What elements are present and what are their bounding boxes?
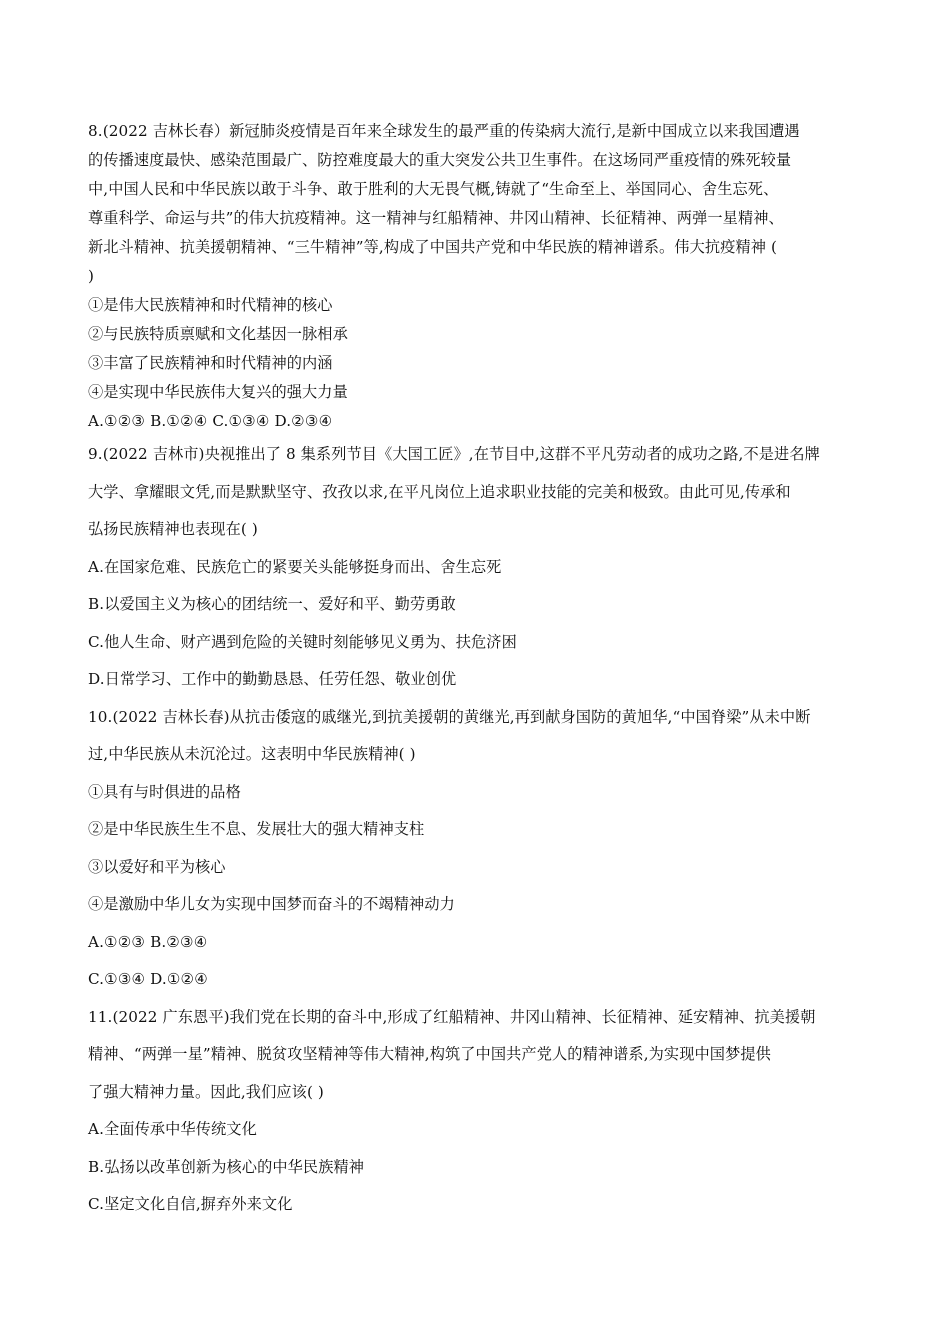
question-9-stem [88, 436, 864, 549]
stem-line: 11.(2022 广东恩平)我们党在长期的奋斗中,形成了红船精神、井冈山精神、长征精神、延安精神、抗美援朝 [88, 1007, 816, 1026]
question-10 [88, 699, 864, 999]
stem-line: 中,中国人民和中华民族以敢于斗争、敢于胜利的大无畏气概,铸就了“生命至上、举国同心、舍生忘死、 [88, 180, 779, 198]
statement-item: ①是伟大民族精神和时代精神的核心 [88, 296, 333, 314]
option-item: A.在国家危难、民族危亡的紧要关头能够挺身而出、舍生忘死 [88, 557, 502, 576]
document-page [88, 117, 864, 1224]
question-11 [88, 999, 864, 1224]
statement-item: ②与民族特质禀赋和文化基因一脉相承 [88, 325, 348, 343]
question-8-statements [88, 291, 864, 407]
statement-item: ①具有与时俱进的品格 [88, 782, 241, 801]
statement-item: ③以爱好和平为核心 [88, 857, 226, 876]
stem-line: 了强大精神力量。因此,我们应该( ) [88, 1082, 324, 1101]
option-item: A.①②③ B.②③④ [88, 932, 208, 951]
option-item: B.以爱国主义为核心的团结统一、爱好和平、勤劳勇敢 [88, 595, 456, 613]
option-item: D.日常学习、工作中的勤勤恳恳、任劳任怨、敬业创优 [88, 670, 457, 688]
question-10-stem [88, 699, 864, 774]
stem-line: 9.(2022 吉林市)央视推出了 8 集系列节目《大国工匠》,在节目中,这群不平凡劳动者的成功之路,不是进名牌 [88, 445, 820, 463]
statement-item: ④是实现中华民族伟大复兴的强大力量 [88, 383, 348, 401]
stem-line: 8.(2022 吉林长春）新冠肺炎疫情是百年来全球发生的最严重的传染病大流行,是新中国成立以来我国遭遇 [88, 122, 800, 140]
question-8-stem [88, 117, 864, 291]
option-item: C.①③④ D.①②④ [88, 970, 208, 988]
question-9 [88, 436, 864, 699]
question-10-statements [88, 774, 864, 924]
stem-line: ) [88, 267, 95, 285]
stem-line: 过,中华民族从未沉沦过。这表明中华民族精神( ) [88, 745, 416, 763]
stem-line: 的传播速度最快、感染范围最广、防控难度最大的重大突发公共卫生事件。在这场同严重疫情的殊死较量 [88, 151, 792, 169]
statement-item: ③丰富了民族精神和时代精神的内涵 [88, 354, 333, 372]
stem-line: 弘扬民族精神也表现在( ) [88, 520, 258, 538]
question-11-stem [88, 999, 864, 1112]
option-item: C.坚定文化自信,摒弃外来文化 [88, 1195, 293, 1213]
statement-item: ②是中华民族生生不息、发展壮大的强大精神支柱 [88, 820, 425, 838]
question-9-options [88, 549, 864, 699]
stem-line: 10.(2022 吉林长春)从抗击倭寇的戚继光,到抗美援朝的黄继光,再到献身国防的黄旭华,“中国脊梁”从未中断 [88, 707, 811, 726]
option-item: A.全面传承中华传统文化 [88, 1120, 257, 1138]
option-item: B.弘扬以改革创新为核心的中华民族精神 [88, 1157, 365, 1176]
question-8 [88, 117, 864, 436]
question-8-options: A.①②③ B.①②④ C.①③④ D.②③④ [88, 412, 333, 430]
stem-line: 精神、“两弹一星”精神、脱贫攻坚精神等伟大精神,构筑了中国共产党人的精神谱系,为实现中国梦提供 [88, 1045, 771, 1063]
question-10-options [88, 924, 864, 999]
stem-line: 新北斗精神、抗美援朝精神、“三牛精神”等,构成了中国共产党和中华民族的精神谱系。伟大抗疫精神 ( [88, 238, 777, 256]
stem-line: 尊重科学、命运与共”的伟大抗疫精神。这一精神与红船精神、井冈山精神、长征精神、两弹一星精神、 [88, 209, 784, 227]
statement-item: ④是激励中华儿女为实现中国梦而奋斗的不竭精神动力 [88, 895, 455, 913]
option-item: C.他人生命、财产遇到危险的关键时刻能够见义勇为、扶危济困 [88, 632, 517, 651]
stem-line: 大学、拿耀眼文凭,而是默默坚守、孜孜以求,在平凡岗位上追求职业技能的完美和极致。由此可见,传承和 [88, 482, 791, 501]
question-11-options [88, 1111, 864, 1224]
